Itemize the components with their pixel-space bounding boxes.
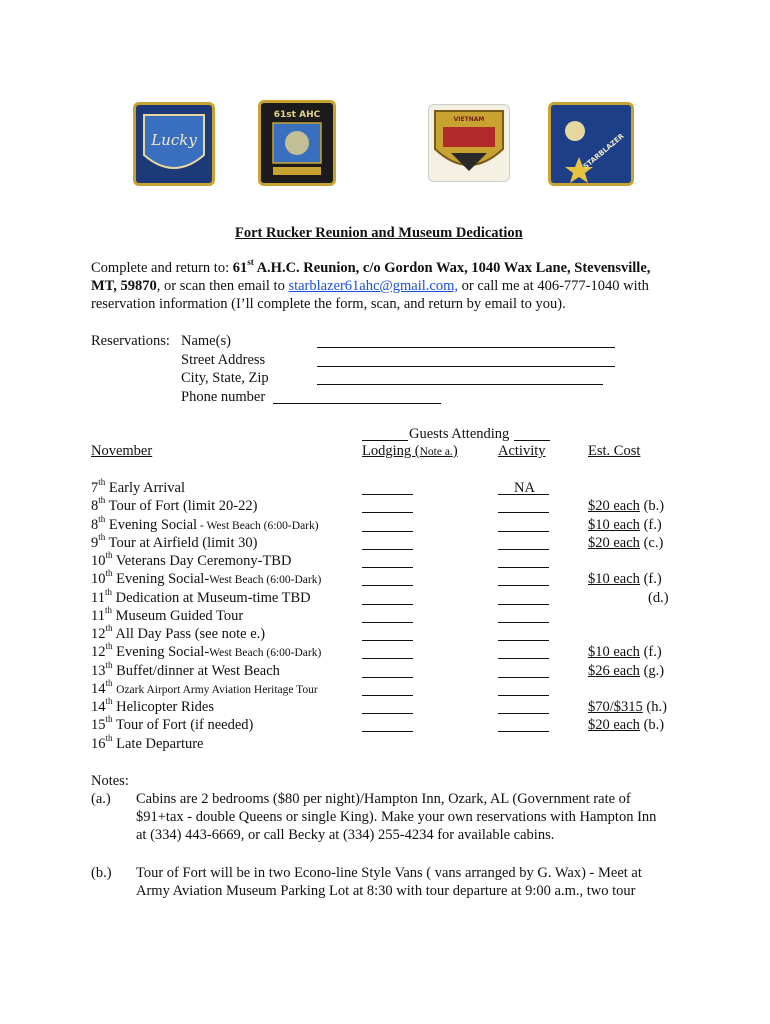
event-text: Late Departure [116,736,204,752]
note-a-line-2: $91+tax - double Queens or single King). Make your own reservations with Hampton Inn [136,809,657,825]
lodging-blank[interactable] [362,567,413,568]
lodging-label: Lodging ( [362,443,420,459]
street-label: Street Address [181,352,266,368]
notes-heading: Notes: [91,773,129,789]
event-day-suffix: th [98,495,106,506]
event-row [91,662,280,681]
cost-value: $10 each [588,517,640,533]
activity-blank[interactable] [498,731,549,732]
event-day-suffix: th [105,568,113,579]
est-cost-header: Est. Cost [588,443,641,459]
phone-field[interactable] [273,403,441,404]
event-detail: West Beach (6:00-Dark) [209,647,322,659]
event-detail: Ozark Airport Army Aviation Heritage Tour [116,684,318,696]
cost-value: $10 each [588,571,640,587]
event-row [91,625,265,644]
event-day: 11 [91,590,105,606]
event-day: 14 [91,699,106,715]
event-day: 8 [91,498,99,514]
event-day: 13 [91,663,106,679]
event-row [91,516,319,535]
cost-note: (f.) [643,644,662,660]
activity-blank[interactable] [498,512,549,513]
event-row [91,680,318,699]
november-header: November [91,443,153,459]
event-day-suffix: th [105,550,113,561]
event-day: 12 [91,626,106,642]
intro-61-sup: st [247,257,254,268]
event-day: 9 [91,535,99,551]
guests-underline-left [362,440,408,441]
lucky-patch-image [133,102,215,186]
name-label: Name(s) [181,333,231,349]
intro-61: 61 [232,260,248,276]
starblazer-patch-image [548,102,634,186]
cost-cell [588,497,664,515]
event-detail: - West Beach (6:00-Dark) [197,520,319,532]
page-title: Fort Rucker Reunion and Museum Dedication [235,225,523,241]
event-day: 7 [91,480,99,496]
61-ahc-text: 61st AHC [273,110,321,120]
event-day-suffix: th [98,532,106,543]
event-day: 16 [91,736,106,752]
guests-attending-header: Guests Attending [409,426,510,442]
event-day: 10 [91,571,106,587]
event-day-suffix: th [105,678,113,689]
cost-cell [588,643,662,661]
city-field[interactable] [317,384,603,385]
cost-cell [588,662,664,680]
event-text: Evening Social- [116,644,210,660]
cost-cell [588,534,663,552]
lodging-blank[interactable] [362,549,413,550]
street-field[interactable] [317,366,615,367]
event-text: Early Arrival [108,480,185,496]
event-day-suffix: th [98,477,106,488]
cost-value: $20 each [588,717,640,733]
lodging-blank[interactable] [362,731,413,732]
activity-blank[interactable] [498,640,549,641]
event-text: Buffet/dinner at West Beach [116,663,280,679]
cost-cell [588,570,662,588]
intro-line-2 [91,277,649,295]
cost-note: (g.) [643,663,665,679]
cost-value: $10 each [588,644,640,660]
cost-note: (f.) [643,571,662,587]
activity-blank[interactable] [498,567,549,568]
note-b-line-2: Army Aviation Museum Parking Lot at 8:30 with tour departure at 9:00 a.m., two tour [136,883,636,899]
lodging-header [362,442,458,461]
event-text: Veterans Day Ceremony-TBD [115,553,292,569]
intro-state-zip: MT, 59870 [91,278,157,294]
activity-blank[interactable] [498,695,549,696]
event-text: Tour of Fort (limit 20-22) [108,498,258,514]
starblazer-text: STARBLAZER [581,132,626,171]
event-day-suffix: th [105,733,113,744]
lucky-text: Lucky [151,131,197,149]
activity-blank[interactable] [498,549,549,550]
note-a-line-1: Cabins are 2 bedrooms ($80 per night)/Hampton Inn, Ozark, AL (Government rate of [136,791,631,807]
event-text: All Day Pass (see note e.) [115,626,266,642]
cost-value: $70/$315 [588,699,643,715]
activity-blank[interactable] [498,658,549,659]
event-row [91,552,291,571]
note-b-line-1: Tour of Fort will be in two Econo-line Style Vans ( vans arranged by G. Wax) - Meet at [136,865,642,881]
activity-value: NA [514,480,535,496]
activity-blank[interactable] [498,713,549,714]
event-day: 10 [91,553,106,569]
activity-header: Activity [498,443,546,459]
city-label: City, State, Zip [181,370,269,386]
note-a-label-text: (a.) [91,791,111,807]
event-day-suffix: th [104,587,112,598]
intro-line-3: reservation information (I’ll complete the form, scan, and return by email to you). [91,296,566,312]
reservations-label: Reservations: [91,333,170,349]
event-text: Helicopter Rides [116,699,214,715]
cost-cell [588,716,664,734]
lodging-close: ) [452,443,458,459]
event-text: Dedication at Museum-time TBD [115,590,311,606]
event-row [91,589,311,608]
lodging-blank[interactable] [362,713,413,714]
cost-value: $26 each [588,663,640,679]
event-row [91,607,243,626]
event-text: Museum Guided Tour [115,608,244,624]
lodging-blank[interactable] [362,640,413,641]
email-link[interactable]: starblazer61ahc@gmail.com, [288,278,459,294]
intro-prefix: Complete and return to: [91,260,233,276]
cost-value: $20 each [588,498,640,514]
activity-blank[interactable] [498,677,549,678]
event-row [91,479,185,498]
lodging-blank[interactable] [362,531,413,532]
event-detail: West Beach (6:00-Dark) [209,574,322,586]
event-day-suffix: th [98,514,106,525]
event-day-suffix: th [104,605,112,616]
event-text: Tour at Airfield (limit 30) [108,535,258,551]
event-day-suffix: th [105,696,113,707]
note-a-line-3: at (334) 443-6669, or call Becky at (334) 255-4234 for available cabins. [136,827,555,843]
cost-note: (b.) [643,498,665,514]
event-text: Evening Social [108,517,198,533]
intro-address: A.H.C. Reunion, c/o Gordon Wax, 1040 Wax Lane, Stevensville, [253,260,651,276]
event-day: 12 [91,644,106,660]
lodging-blank[interactable] [362,622,413,623]
event-row [91,643,321,662]
event-day: 11 [91,608,105,624]
cost-note: (c.) [643,535,664,551]
activity-blank[interactable] [498,531,549,532]
lodging-blank[interactable] [362,512,413,513]
lodging-blank[interactable] [362,494,413,495]
intro-line-1 [91,259,650,277]
event-day: 14 [91,681,106,697]
lodging-blank[interactable] [362,695,413,696]
event-day: 15 [91,717,106,733]
cost-cell [648,589,669,607]
event-text: Tour of Fort (if needed) [115,717,254,733]
cost-note: (h.) [646,699,667,715]
cost-note: (d.) [648,590,669,606]
intro-phone: or call me at 406-777-1040 with [458,278,649,294]
lodging-blank[interactable] [362,604,413,605]
61-ahc-patch-image [258,100,336,186]
lodging-blank[interactable] [362,585,413,586]
guests-underline-right [514,440,550,441]
event-row [91,497,257,516]
event-day: 8 [91,517,99,533]
activity-blank[interactable] [498,604,549,605]
event-row [91,570,321,589]
event-row [91,716,253,735]
vietnam-patch-image [428,104,510,182]
event-row [91,534,257,553]
phone-label: Phone number [181,389,266,405]
cost-cell [588,698,667,716]
cost-note: (f.) [643,517,662,533]
name-field[interactable] [317,347,615,348]
event-day-suffix: th [105,660,113,671]
cost-cell [588,516,662,534]
note-b-label-text: (b.) [91,865,112,881]
note-a-label: Note a. [419,446,453,458]
event-row [91,735,204,754]
event-text: Evening Social- [116,571,210,587]
activity-blank[interactable] [498,622,549,623]
event-day-suffix: th [105,714,113,725]
cost-note: (b.) [643,717,665,733]
lodging-blank[interactable] [362,677,413,678]
event-day-suffix: th [105,641,113,652]
activity-blank[interactable] [498,585,549,586]
intro-email-prefix: , or scan then email to [156,278,289,294]
vietnam-text: VIETNAM [453,116,485,123]
event-day-suffix: th [105,623,113,634]
lodging-blank[interactable] [362,658,413,659]
cost-value: $20 each [588,535,640,551]
